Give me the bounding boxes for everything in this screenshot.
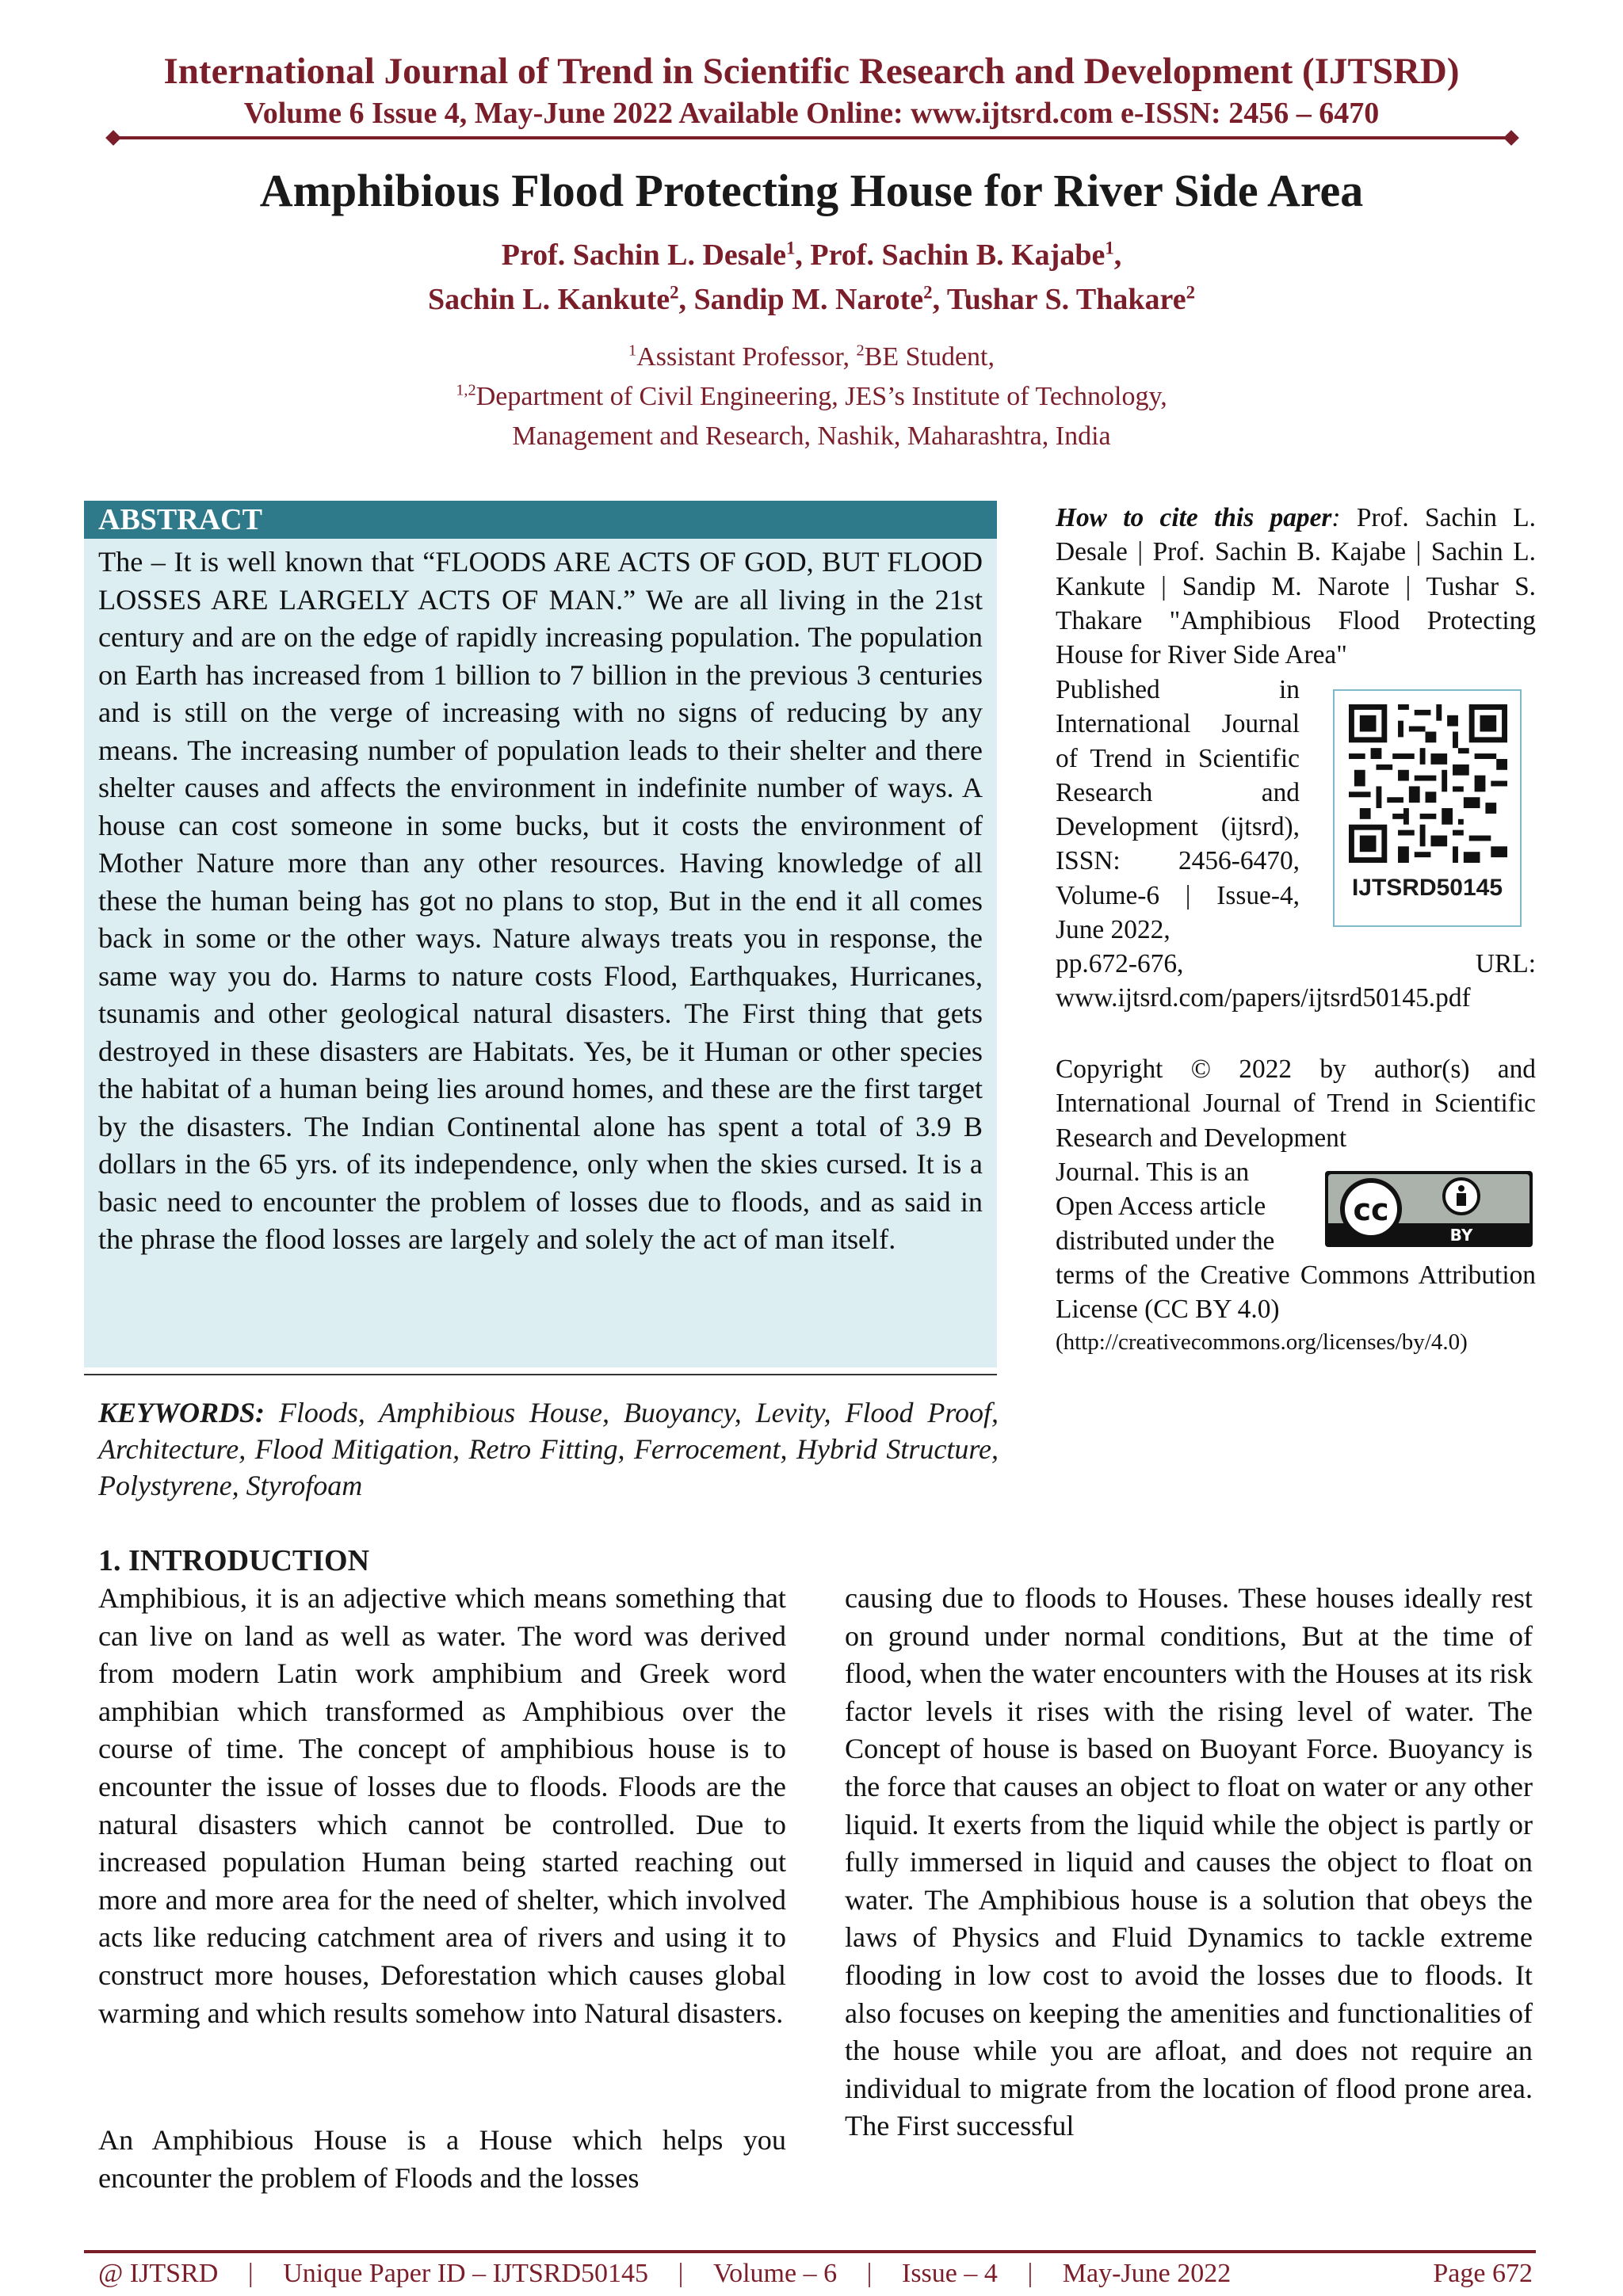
authors-line-2 [0, 280, 1623, 318]
footer-page-number: Page 672 [1433, 2259, 1533, 2288]
citation-text: Prof. Sachin L. Desale | Prof. Sachin B. Kajabe | Sachin L. Kankute | Sandip M. Narote | Tushar S. Thakare "Amphibious Flood Protecting House for River Side Area" [1056, 503, 1536, 670]
affiliation-line-3: Management and Research, Nashik, Maharashtra, India [512, 421, 1111, 451]
page-footer [98, 2256, 1533, 2291]
citation-published: Published in International Journal of Trend in Scientific Research and Development (ijtsrd), ISSN: 2456-6470, Volume-6 | Issue-4, June 2022, [1056, 675, 1300, 945]
copyright-text: Copyright © 2022 by author(s) and International Journal of Trend in Scientific Research and Development [1056, 1055, 1536, 1153]
header-rule [113, 136, 1512, 139]
intro-paragraph-3: causing due to floods to Houses. These houses ideally rest on ground under normal conditions, But at the time of flood, when the water encounters with the Houses at its risk factor levels it rises with the rising level of water. The Concept of house is based on Buoyant Force. Buoyancy is the force that causes an object to float on water or any other liquid. It exerts from the liquid while the object is partly or fully immersed in liquid and causes the object to float on water. The Amphibious house is a solution that obeys the laws of Physics and Fluid Dynamics to tackle extreme flooding in low cost to avoid the losses due to floods. It also focuses on keeping the amenities and functionalities of the house while you are afloat, and does not require an individual to migrate from the location of flood prone area. The First successful [845, 1582, 1533, 2142]
footer-separator: | [678, 2259, 684, 2288]
footer-paper-id: Unique Paper ID – IJTSRD50145 [283, 2259, 649, 2288]
keywords [98, 1394, 999, 1504]
citation-colon: : [1331, 503, 1357, 532]
footer-separator: | [866, 2259, 873, 2288]
author-name: Prof. Sachin B. Kajabe [810, 238, 1106, 272]
keywords-text: Floods, Amphibious House, Buoyancy, Levity, Flood Proof, Architecture, Flood Mitigation, Retro Fitting, Ferrocement, Hybrid Structure, Polystyrene, Styrofoam [98, 1397, 999, 1501]
footer-rule [84, 2250, 1536, 2253]
intro-paragraph-2: An Amphibious House is a House which helps you encounter the problem of Floods and the losses [98, 2124, 786, 2194]
keywords-label: KEYWORDS: [98, 1397, 265, 1428]
footer-date: May-June 2022 [1062, 2259, 1232, 2288]
footer-volume: Volume – 6 [712, 2259, 838, 2288]
author-name: Sachin L. Kankute [427, 283, 670, 316]
creative-commons-icon [1325, 1171, 1533, 1247]
intro-paragraph-1: Amphibious, it is an adjective which means something that can live on land as well as water. The word was derived from modern Latin work amphibium and Greek word amphibian which transformed as Amphibious over the course of time. The concept of amphibious house is to encounter the issue of losses due to floods. Floods are the natural disasters which cannot be controlled. Due to increased population Human being started reaching out more and more area for the need of shelter, which involved acts like reducing catchment area of rivers and using it to construct more houses, Deforestation which causes global warming and which results somehow into Natural disasters. [98, 1582, 786, 2029]
author-name: Prof. Sachin L. Desale [501, 238, 786, 272]
affil-mark: 2 [856, 341, 865, 360]
citation-block [1056, 501, 1536, 672]
footer-brand: @ IJTSRD [98, 2259, 219, 2288]
affiliation-line-1 [0, 339, 1623, 376]
author-separator: , [932, 283, 947, 316]
author-separator: , [1113, 238, 1122, 272]
abstract-rule [84, 1374, 997, 1375]
author-affil-mark: 2 [1186, 282, 1195, 303]
author-affil-mark: 1 [786, 238, 796, 258]
affil-text: BE Student, [864, 342, 995, 372]
qr-code-icon [1349, 700, 1507, 867]
author-affil-mark: 2 [923, 282, 933, 303]
affiliation-line-2 [0, 379, 1623, 415]
rule-diamond-right [1503, 130, 1519, 146]
cc-by-label: BY [1449, 1226, 1473, 1245]
abstract-body: The – It is well known that “FLOODS ARE ACTS OF GOD, BUT FLOOD LOSSES ARE LARGELY ACTS OF MAN.” We are all living in the 21st century and are on the edge of rapidly increasing population. The population on Earth has increased from 1 billion to 7 billion in the previous 3 centuries and is still on the verge of increasing with no signs of reducing by any means. The increasing number of population leads to their shelter and there shelter causes and affects the environment in indefinite number of ways. A house can cost someone in some bucks, but it costs the environment of Mother Nature more than any other resources. Having knowledge of all these the human being has got no plans to stop, But in the end it all comes back in some or the other ways. Nature always treats you in response, the same way you do. Harms to nature costs Flood, Earthquakes, Hurricanes, tsunamis and other geological natural disasters. The First thing that gets destroyed in these disasters are Habitats. Yes, be it Human or other species the habitat of a human being lies around homes, and these are the first target by the disasters. The Indian Continental alone has spent a total of 3.9 B dollars in the 65 yrs. of its independence, only when the skies cursed. It is a basic need to encounter the problem of losses due to floods, and as said in the phrase the flood losses are largely and solely the act of man itself. [84, 539, 997, 1367]
footer-separator: | [247, 2259, 254, 2288]
author-separator: , [795, 238, 811, 272]
journal-title: International Journal of Trend in Scientific Research and Development (IJTSRD) [163, 51, 1460, 92]
footer-spacer [1261, 2256, 1403, 2291]
affil-mark: 1,2 [456, 381, 476, 399]
footer-separator: | [1027, 2259, 1033, 2288]
cc-by-badge[interactable] [1325, 1171, 1533, 1247]
author-separator: , [678, 283, 694, 316]
copyright-license: terms of the Creative Commons Attribution License (CC BY 4.0) [1056, 1261, 1536, 1325]
citation-url: pp.672-676, URL: www.ijtsrd.com/papers/ijtsrd50145.pdf [1056, 949, 1536, 1013]
abstract-heading: ABSTRACT [84, 501, 997, 539]
author-affil-mark: 2 [670, 282, 679, 303]
author-affil-mark: 1 [1105, 238, 1114, 258]
affil-text: Assistant Professor, [636, 342, 857, 372]
journal-issue-line: Volume 6 Issue 4, May-June 2022 Available Online: www.ijtsrd.com e-ISSN: 2456 – 6470 [243, 97, 1380, 130]
license-url[interactable]: (http://creativecommons.org/licenses/by/4.0) [1056, 1329, 1468, 1355]
qr-code-box[interactable] [1333, 689, 1522, 927]
affil-text: Department of Civil Engineering, JES’s Institute of Technology, [475, 382, 1167, 411]
qr-paper-id: IJTSRD50145 [1351, 875, 1503, 901]
section-heading-introduction: 1. INTRODUCTION [98, 1544, 370, 1577]
rule-diamond-left [105, 130, 121, 146]
svg-text:cc: cc [1353, 1192, 1389, 1227]
citation-label: How to cite this paper [1056, 503, 1332, 532]
author-name: Tushar S. Thakare [946, 283, 1186, 316]
paper-title: Amphibious Flood Protecting House for River Side Area [259, 165, 1364, 216]
copyright-open-access: Journal. This is an Open Access article distributed under the [1056, 1158, 1275, 1256]
authors-line-1 [0, 236, 1623, 274]
footer-issue: Issue – 4 [902, 2259, 998, 2288]
author-name: Sandip M. Narote [693, 283, 924, 316]
affil-mark: 1 [628, 341, 637, 360]
